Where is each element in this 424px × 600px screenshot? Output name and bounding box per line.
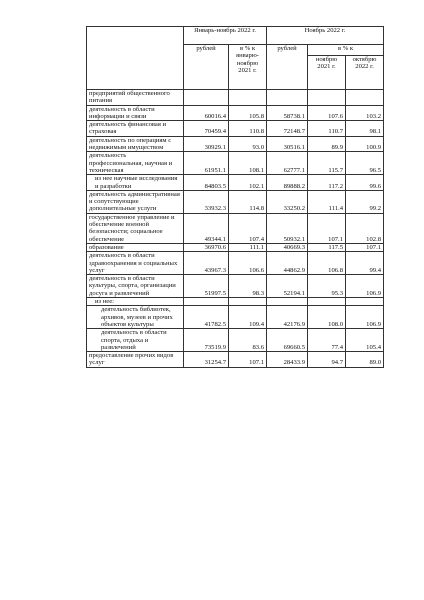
header-period-nov: Ноябрь 2022 г.: [267, 27, 384, 45]
row-value-v5: 106.9: [346, 275, 384, 298]
row-value-v1: 61951.1: [184, 152, 229, 175]
row-value-v3: 52194.1: [267, 275, 308, 298]
row-value-v1: 84803.5: [184, 175, 229, 191]
row-value-v4: 115.7: [308, 152, 346, 175]
table-row: [87, 121, 384, 137]
row-value-v4: [308, 90, 346, 106]
row-value-v4: 111.4: [308, 190, 346, 213]
header-oct-2022: октябрю 2022 г.: [346, 56, 384, 90]
row-value-v3: [267, 298, 308, 306]
row-value-v4: [308, 298, 346, 306]
row-value-v1: 31254.7: [184, 352, 229, 368]
header-pct-to: в % к: [308, 45, 384, 56]
row-value-v1: 36970.6: [184, 243, 229, 251]
row-value-v3: 42176.9: [267, 306, 308, 329]
table-row: [87, 298, 384, 306]
header-blank-cell: [87, 27, 184, 90]
row-value-v1: 33932.3: [184, 190, 229, 213]
header-rubles-nov: рублей: [267, 45, 308, 90]
row-value-v5: 102.8: [346, 213, 384, 243]
table-body: [87, 90, 384, 368]
row-value-v2: 106.6: [229, 252, 267, 275]
row-value-v4: 110.7: [308, 121, 346, 137]
row-label: деятельность в области здравоохранения и социальных услуг: [87, 252, 184, 275]
table-row: [87, 243, 384, 251]
row-label: деятельность финансовая и страховая: [87, 121, 184, 137]
row-label: деятельность административная и сопутствующие дополнительные услуги: [87, 190, 184, 213]
row-label: деятельность в области спорта, отдыха и развлечений: [87, 329, 184, 352]
row-label: из нее:: [87, 298, 184, 306]
wage-table: [86, 26, 384, 368]
row-value-v2: 107.4: [229, 213, 267, 243]
row-value-v3: 40669.3: [267, 243, 308, 251]
table-row: [87, 190, 384, 213]
row-value-v2: 105.8: [229, 105, 267, 121]
row-value-v1: 51997.5: [184, 275, 229, 298]
row-value-v3: 50932.1: [267, 213, 308, 243]
row-value-v1: 70459.4: [184, 121, 229, 137]
table-row: [87, 90, 384, 106]
row-value-v5: 99.2: [346, 190, 384, 213]
table-row: [87, 329, 384, 352]
row-value-v3: 44862.9: [267, 252, 308, 275]
row-label: деятельность по операциям с недвижимым имуществом: [87, 136, 184, 152]
row-value-v2: 110.8: [229, 121, 267, 137]
row-value-v4: 89.9: [308, 136, 346, 152]
row-value-v3: 58738.1: [267, 105, 308, 121]
row-value-v1: 60016.4: [184, 105, 229, 121]
row-value-v3: 33250.2: [267, 190, 308, 213]
row-value-v5: 99.4: [346, 252, 384, 275]
row-value-v5: 107.1: [346, 243, 384, 251]
row-value-v5: 103.2: [346, 105, 384, 121]
row-value-v4: 107.1: [308, 213, 346, 243]
table-row: [87, 352, 384, 368]
row-label: предприятий общественного питания: [87, 90, 184, 106]
header-pct-jan-nov: в % к январю-ноябрю 2021 г.: [229, 45, 267, 90]
row-value-v3: 69660.5: [267, 329, 308, 352]
row-value-v3: 62777.1: [267, 152, 308, 175]
row-value-v3: [267, 90, 308, 106]
row-value-v5: 99.6: [346, 175, 384, 191]
table-row: [87, 213, 384, 243]
row-value-v2: 108.1: [229, 152, 267, 175]
row-label: государственное управление и обеспечение военной безопасности; социальное обеспечение: [87, 213, 184, 243]
row-value-v5: [346, 90, 384, 106]
header-rubles-jan-nov: рублей: [184, 45, 229, 90]
row-value-v1: 30929.1: [184, 136, 229, 152]
row-value-v1: 49344.1: [184, 213, 229, 243]
table-row: [87, 275, 384, 298]
row-value-v2: 107.1: [229, 352, 267, 368]
row-value-v1: [184, 90, 229, 106]
row-value-v2: 93.0: [229, 136, 267, 152]
row-value-v1: [184, 298, 229, 306]
row-value-v4: 117.2: [308, 175, 346, 191]
row-value-v2: 111.1: [229, 243, 267, 251]
row-value-v4: 106.8: [308, 252, 346, 275]
table-row: [87, 175, 384, 191]
row-value-v1: 43967.3: [184, 252, 229, 275]
row-label: предоставление прочих видов услуг: [87, 352, 184, 368]
row-value-v5: 96.5: [346, 152, 384, 175]
row-value-v5: [346, 298, 384, 306]
table-row: [87, 252, 384, 275]
row-value-v1: 73519.9: [184, 329, 229, 352]
row-value-v3: 72148.7: [267, 121, 308, 137]
row-label: образование: [87, 243, 184, 251]
row-value-v2: 98.3: [229, 275, 267, 298]
row-label: деятельность в области информации и связи: [87, 105, 184, 121]
header-nov-2021: ноябрю 2021 г.: [308, 56, 346, 90]
row-value-v4: 108.0: [308, 306, 346, 329]
table-row: [87, 152, 384, 175]
row-value-v2: [229, 298, 267, 306]
row-value-v3: 28433.9: [267, 352, 308, 368]
row-value-v3: 89888.2: [267, 175, 308, 191]
row-label: деятельность в области культуры, спорта, организации досуга и развлечений: [87, 275, 184, 298]
row-value-v2: 109.4: [229, 306, 267, 329]
row-value-v5: 89.0: [346, 352, 384, 368]
row-value-v2: 114.8: [229, 190, 267, 213]
row-value-v5: 106.9: [346, 306, 384, 329]
row-label: деятельность профессиональная, научная и техническая: [87, 152, 184, 175]
row-value-v2: [229, 90, 267, 106]
row-value-v4: 117.5: [308, 243, 346, 251]
row-value-v1: 41782.5: [184, 306, 229, 329]
row-value-v2: 102.1: [229, 175, 267, 191]
row-value-v5: 105.4: [346, 329, 384, 352]
row-value-v3: 30516.1: [267, 136, 308, 152]
row-value-v4: 95.3: [308, 275, 346, 298]
row-value-v4: 107.6: [308, 105, 346, 121]
row-value-v2: 83.6: [229, 329, 267, 352]
row-value-v4: 77.4: [308, 329, 346, 352]
row-value-v5: 98.1: [346, 121, 384, 137]
row-label: деятельность библиотек, архивов, музеев и прочих объектов культуры: [87, 306, 184, 329]
table-row: [87, 306, 384, 329]
header-period-jan-nov: Январь-ноябрь 2022 г.: [184, 27, 267, 45]
row-value-v5: 100.9: [346, 136, 384, 152]
table-row: [87, 136, 384, 152]
row-value-v4: 94.7: [308, 352, 346, 368]
table-row: [87, 105, 384, 121]
row-label: из нее научные исследования и разработки: [87, 175, 184, 191]
